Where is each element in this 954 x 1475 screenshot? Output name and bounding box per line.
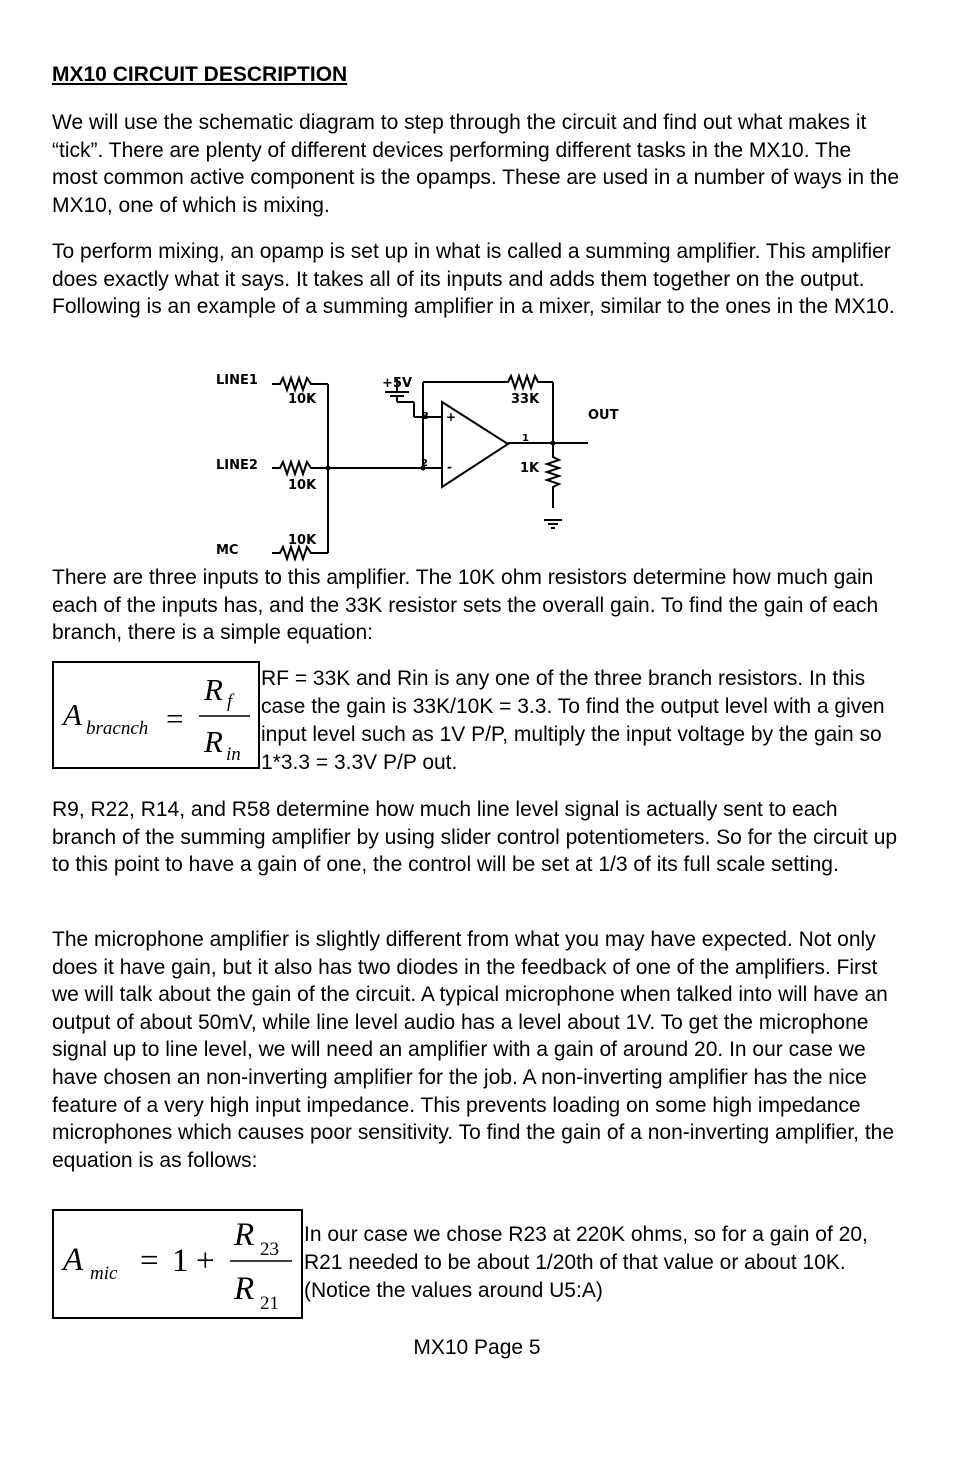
pin3-label: 3	[422, 411, 429, 422]
inputs-paragraph: There are three inputs to this amplifier. The 10K ohm resistors determine how much gain each of the inputs has, and the 33K resistor sets the overall gain. To find the gain of each branch, there is a simple equation:	[52, 566, 879, 645]
eq2-lhs: A	[63, 1242, 84, 1278]
pin1-label: 1	[522, 433, 529, 444]
eq2-denominator-sub: 21	[260, 1293, 279, 1314]
eq2-lhs-sub: mic	[90, 1263, 118, 1284]
branch-gain-equation	[52, 661, 260, 769]
eq2-numerator-sub: 23	[260, 1239, 279, 1260]
summing-amplifier-schematic	[210, 365, 630, 565]
feedback-resistor-label: 33K	[511, 392, 540, 407]
line1-label: LINE1	[216, 373, 258, 388]
line2-resistor-label: 10K	[288, 478, 317, 493]
eq1-denominator-sub: in	[226, 744, 241, 765]
eq1-denominator: R	[204, 724, 223, 759]
eq2-denominator: R	[234, 1271, 255, 1307]
page-footer: MX10 Page 5	[413, 1336, 541, 1359]
minus-input-sign: -	[447, 460, 452, 474]
branch-gain-explanation: RF = 33K and Rin is any one of the three branch resistors. In this case the gain is 33K/10K = 3.3. To find the output level with a given input level such as 1V P/P, multiply the input voltage by the gain so 1*3.3 = 3.3V P/P out.	[261, 667, 885, 774]
load-resistor-label: 1K	[520, 461, 540, 476]
mic-label: MC	[216, 543, 239, 558]
plus-input-sign: +	[446, 410, 457, 424]
eq1-equals: =	[166, 701, 184, 736]
eq2-plus: +	[196, 1243, 215, 1279]
eq1-lhs: A	[63, 697, 82, 732]
mic-gain-explanation: In our case we chose R23 at 220K ohms, so for a gain of 20, R21 needed to be about 1/20th of that value or about 10K. (Notice the values around U5:A)	[304, 1223, 868, 1302]
mic-resistor-label: 10K	[288, 533, 317, 548]
mic-gain-equation	[52, 1209, 303, 1319]
mixing-paragraph: To perform mixing, an opamp is set up in what is called a summing amplifier. This amplifier does exactly what it says. It takes all of its inputs and adds them together on the output. Following is an example of a summing amplifier in a mixer, similar to the ones in the MX10.	[52, 240, 895, 319]
supply-label: +5V	[382, 376, 412, 391]
page-heading: MX10 CIRCUIT DESCRIPTION	[52, 63, 348, 86]
eq1-numerator: R	[204, 672, 223, 707]
line2-label: LINE2	[216, 458, 258, 473]
eq1-numerator-sub: f	[227, 691, 233, 712]
eq2-one: 1	[172, 1243, 189, 1279]
pin2-label: 2	[421, 458, 428, 469]
microphone-paragraph: The microphone amplifier is slightly different from what you may have expected. Not only does it have gain, but it also has two diodes in the feedback of one of the amplifiers. First we will talk about the gain of the circuit. A typical microphone when talked into will have an output of about 50mV, while line level audio has a level about 1V. To get the microphone signal up to line level, we will need an amplifier with a gain of around 20. In our case we have chosen an non-inverting amplifier for the job. A non-inverting amplifier has the nice feature of a very high input impedance. This prevents loading on some high impedance microphones which causes poor sensitivity. To find the gain of a non-inverting amplifier, the equation is as follows:	[52, 928, 895, 1172]
intro-paragraph: We will use the schematic diagram to step through the circuit and find out what makes it “tick”. There are plenty of different devices performing different tasks in the MX10. The most common active component is the opamps. These are used in a number of ways in the MX10, one of which is mixing.	[52, 111, 900, 217]
line1-resistor-label: 10K	[288, 392, 317, 407]
eq2-numerator: R	[234, 1217, 255, 1253]
output-label: OUT	[588, 408, 619, 423]
eq2-equals: =	[140, 1243, 159, 1279]
eq1-lhs-sub: bracnch	[86, 718, 149, 739]
potentiometer-paragraph: R9, R22, R14, and R58 determine how much line level signal is actually sent to each branch of the summing amplifier by using slider control potentiometers. So for the circuit up to this point to have a gain of one, the control will be set at 1/3 of its full scale setting.	[52, 798, 898, 877]
